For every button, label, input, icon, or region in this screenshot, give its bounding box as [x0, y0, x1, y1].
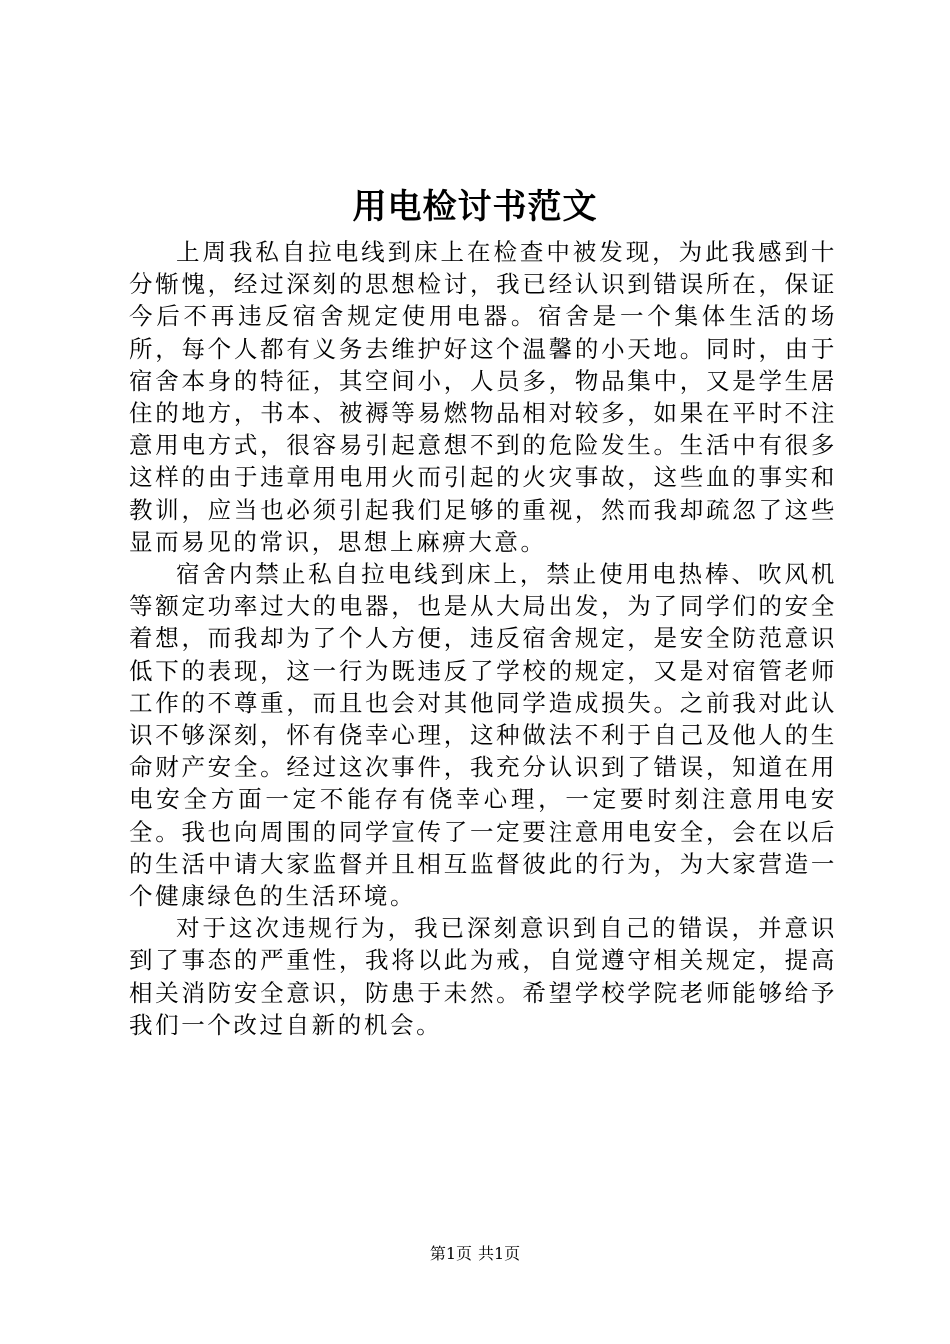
page-total: 共1页 — [478, 1244, 521, 1263]
page-footer — [0, 1244, 950, 1264]
body-paragraph-2: 宿舍内禁止私自拉电线到床上，禁止使用电热棒、吹风机等额定功率过大的电器，也是从大局出发，为了同学们的安全着想，而我却为了个人方便，违反宿舍规定，是安全防范意识低下的表现，这一行为既违反了学校的规定，又是对宿管老师工作的不尊重，而且也会对其他同学造成损失。之前我对此认识不够深刻，怀有侥幸心理，这种做法不利于自己及他人的生命财产安全。经过这次事件，我充分认识到了错误，知道在用电安全方面一定不能存有侥幸心理，一定要时刻注意用电安全。我也向周围的同学宣传了一定要注意用电安全，会在以后的生活中请大家监督并且相互监督彼此的行为，为大家营造一个健康绿色的生活环境。 — [129, 560, 837, 911]
document-title: 用电检讨书范文 — [352, 187, 598, 227]
body-paragraph-3: 对于这次违规行为，我已深刻意识到自己的错误，并意识到了事态的严重性，我将以此为戒，自觉遵守相关规定，提高相关消防安全意识，防患于未然。希望学校学院老师能够给予我们一个改过自新的机会。 — [129, 914, 837, 1039]
page-number: 第1页 — [429, 1244, 472, 1263]
body-paragraph-1: 上周我私自拉电线到床上在检查中被发现，为此我感到十分惭愧，经过深刻的思想检讨，我已经认识到错误所在，保证今后不再违反宿舍规定使用电器。宿舍是一个集体生活的场所，每个人都有义务去维护好这个温馨的小天地。同时，由于宿舍本身的特征，其空间小，人员多，物品集中，又是学生居住的地方，书本、被褥等易燃物品相对较多，如果在平时不注意用电方式，很容易引起意想不到的危险发生。生活中有很多这样的由于违章用电用火而引起的火灾事故，这些血的事实和教训，应当也必须引起我们足够的重视，然而我却疏忽了这些显而易见的常识，思想上麻痹大意。 — [129, 238, 837, 556]
document-body — [129, 236, 837, 1041]
